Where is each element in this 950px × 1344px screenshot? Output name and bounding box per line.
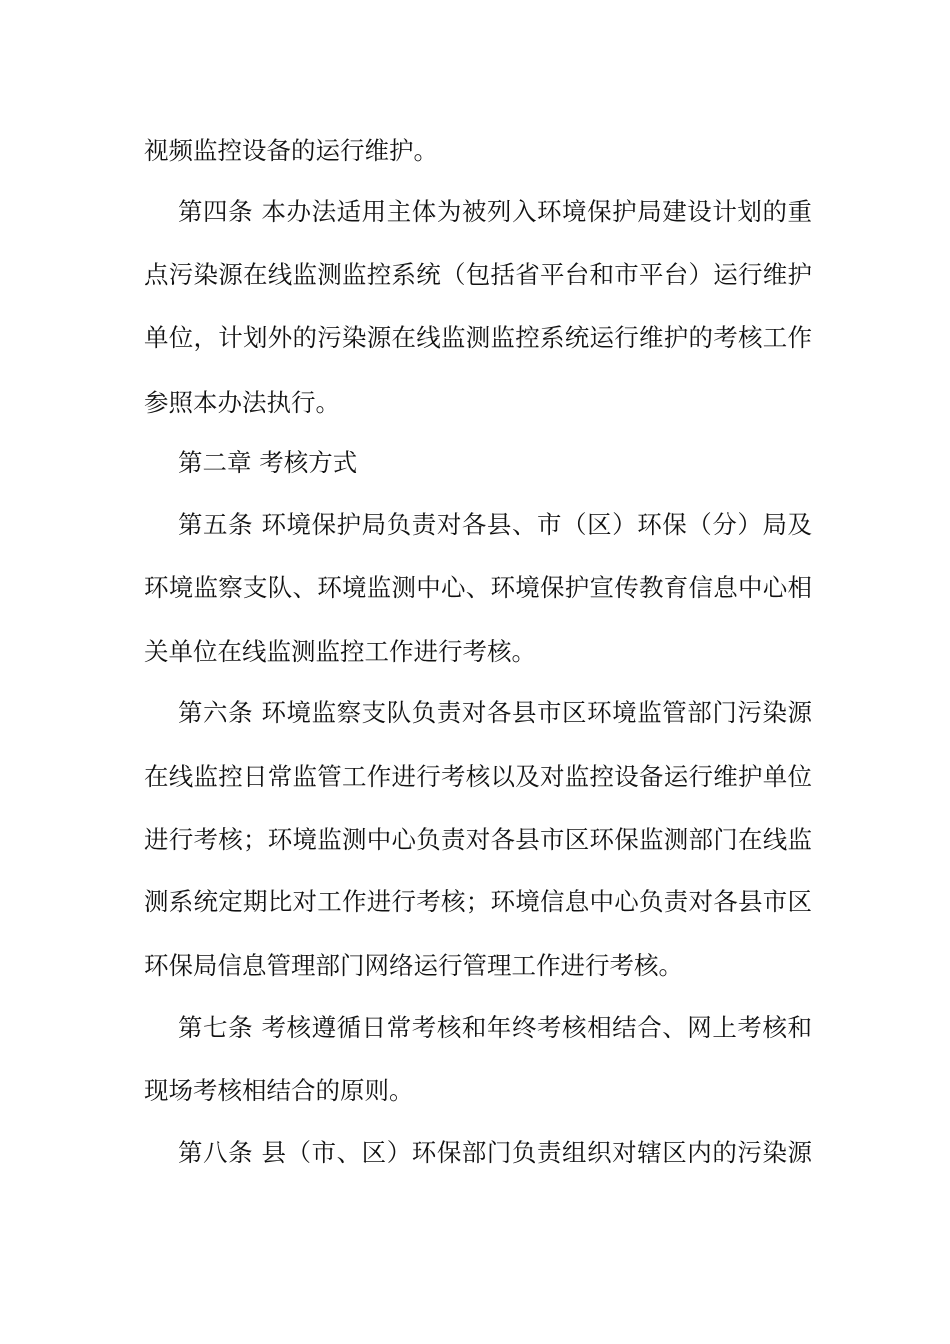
text-line: 点污染源在线监测监控系统（包括省平台和市平台）运行维护: [144, 260, 812, 289]
text-line: 单位，计划外的污染源在线监测监控系统运行维护的考核工作: [144, 323, 812, 352]
text-line: 第四条 本办法适用主体为被列入环境保护局建设计划的重: [178, 197, 812, 226]
text-line: 现场考核相结合的原则。: [144, 1076, 414, 1105]
text-line: 第七条 考核遵循日常考核和年终考核相结合、网上考核和: [178, 1013, 812, 1042]
text-line: 进行考核；环境监测中心负责对各县市区环保监测部门在线监: [144, 825, 812, 854]
text-line: 参照本办法执行。: [144, 388, 340, 417]
text-line: 环境监察支队、环境监测中心、环境保护宣传教育信息中心相: [144, 573, 812, 602]
text-line: 测系统定期比对工作进行考核；环境信息中心负责对各县市区: [144, 887, 812, 916]
text-line: 第八条 县（市、区）环保部门负责组织对辖区内的污染源: [178, 1138, 812, 1167]
text-line: 在线监控日常监管工作进行考核以及对监控设备运行维护单位: [144, 762, 812, 791]
text-line: 第五条 环境保护局负责对各县、市（区）环保（分）局及: [178, 510, 812, 539]
text-line: 第六条 环境监察支队负责对各县市区环境监管部门污染源: [178, 698, 812, 727]
chapter-heading: 第二章 考核方式: [178, 448, 358, 477]
text-line: 视频监控设备的运行维护。: [144, 136, 438, 165]
text-line: 关单位在线监测监控工作进行考核。: [144, 637, 536, 666]
text-line: 环保局信息管理部门网络运行管理工作进行考核。: [144, 951, 683, 980]
